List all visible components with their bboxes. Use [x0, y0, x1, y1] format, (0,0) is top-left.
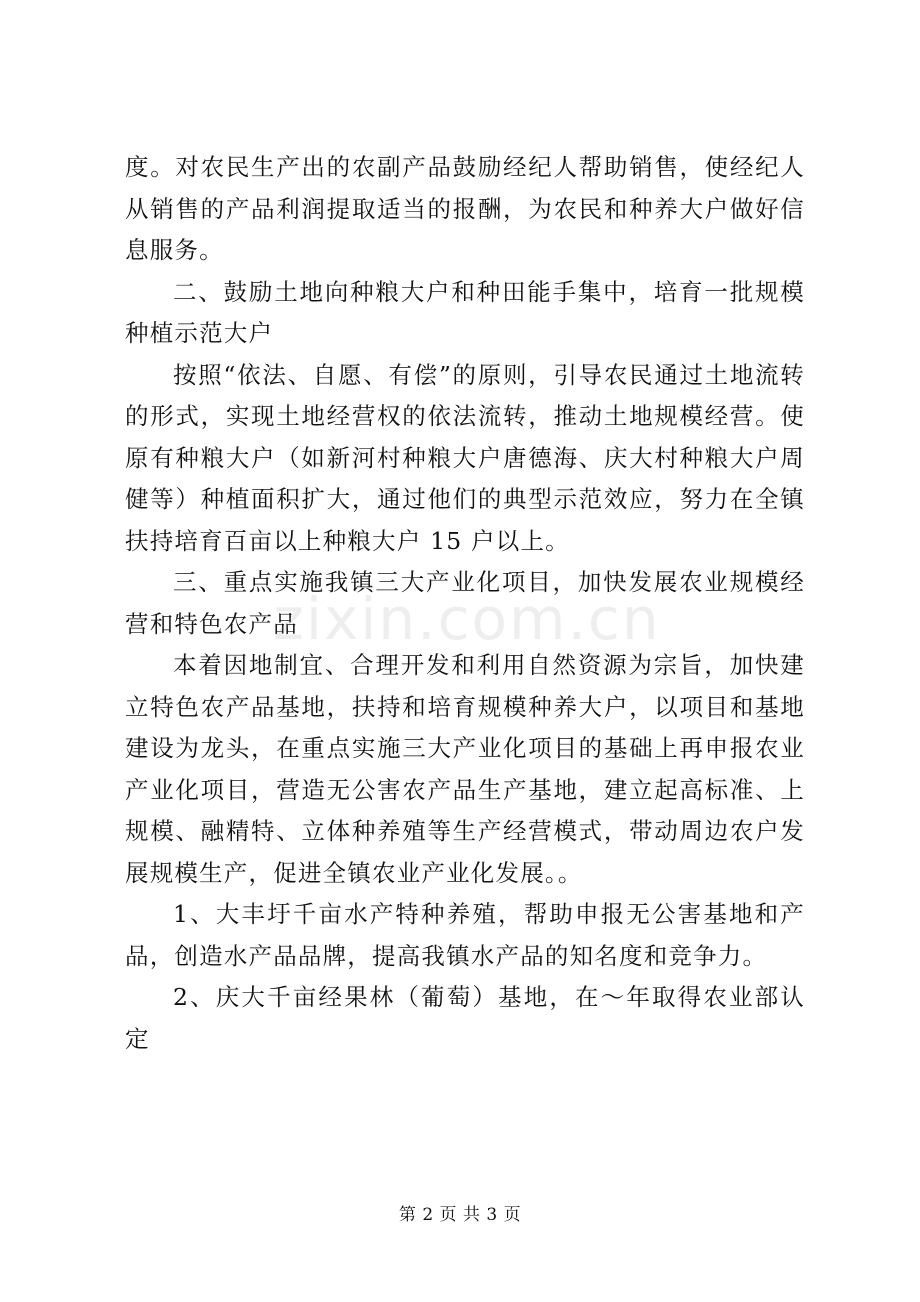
paragraph-continuation: 度。对农民生产出的农副产品鼓励经纪人帮助销售，使经纪人从销售的产品利润提取适当的报酬，为农民和种养大户做好信息服务。	[125, 153, 805, 264]
paragraph-section-3: 本着因地制宜、合理开发和利用自然资源为宗旨，加快建立特色农产品基地，扶持和培育规模种养大户，以项目和基地建设为龙头，在重点实施三大产业化项目的基础上再申报农业产业化项目，营造无公害农产品生产基地，建立起高标准、上规模、融精特、立体种养殖等生产经营模式，带动周边农户发展规模生产，促进全镇农业产业化发展。。	[125, 651, 805, 887]
section-heading-3: 三、重点实施我镇三大产业化项目，加快发展农业规模经营和特色农产品	[125, 568, 805, 638]
paragraph-section-2: 按照“依法、自愿、有偿”的原则，引导农民通过土地流转的形式，实现土地经营权的依法流转，推动土地规模经营。使原有种粮大户（如新河村种粮大户唐德海、庆大村种粮大户周健等）种植面积扩大，通过他们的典型示范效应，努力在全镇扶持培育百亩以上种粮大户 15 户以上。	[125, 360, 805, 555]
watermark: zixin.com.cn	[273, 585, 661, 653]
list-item-1: 1、大丰圩千亩水产特种养殖，帮助申报无公害基地和产品，创造水产品品牌，提高我镇水产品的知名度和竞争力。	[125, 900, 805, 970]
section-heading-2: 二、鼓励土地向种粮大户和种田能手集中，培育一批规模种植示范大户	[125, 277, 805, 347]
list-item-2: 2、庆大千亩经果林（葡萄）基地，在～年取得农业部认定	[125, 983, 805, 1053]
document-body	[125, 147, 805, 1060]
page-number-footer: 第 2 页 共 3 页	[398, 1205, 522, 1225]
